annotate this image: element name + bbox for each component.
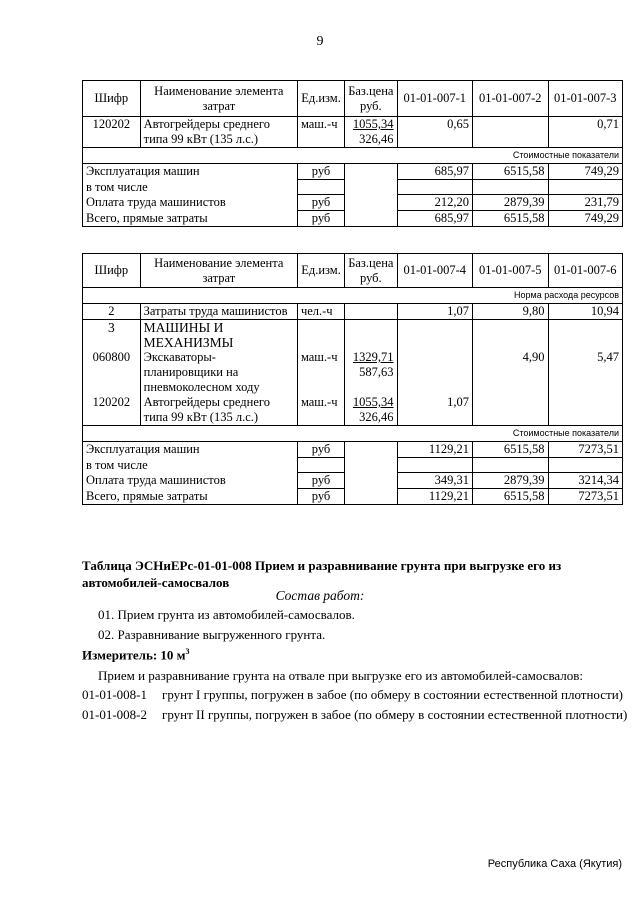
empty-cell xyxy=(345,304,397,320)
rate-value: 5,47 xyxy=(548,350,623,395)
rates-table-1 xyxy=(82,80,623,227)
rate-value: 2879,39 xyxy=(473,473,548,489)
rate-value: 6515,58 xyxy=(473,164,548,180)
rate-value xyxy=(473,395,548,426)
empty-cell xyxy=(345,195,397,211)
table-row xyxy=(83,350,623,395)
empty-cell xyxy=(345,180,397,195)
header-code: Шифр xyxy=(83,254,141,288)
empty-cell xyxy=(397,458,472,473)
rate-value: 0,65 xyxy=(397,117,472,148)
resource-name: Экскаваторы-планировщики на пневмоколесном ходу xyxy=(140,350,297,395)
row-label: в том числе xyxy=(83,180,298,195)
table-row xyxy=(83,211,623,227)
resource-name: Затраты труда машинистов xyxy=(140,304,297,320)
price-top: 1329,71 xyxy=(352,350,394,364)
section-header-row xyxy=(83,426,623,442)
empty-cell xyxy=(473,458,548,473)
empty-cell xyxy=(548,458,623,473)
resource-name: Автогрейдеры среднего типа 99 кВт (135 л.с.) xyxy=(140,117,297,148)
rate-value: 1129,21 xyxy=(397,489,472,505)
resource-name: Автогрейдеры среднего типа 99 кВт (135 л.с.) xyxy=(140,395,297,426)
rate-value: 685,97 xyxy=(397,211,472,227)
header-name: Наименование элемента затрат xyxy=(140,254,297,288)
table-row xyxy=(83,195,623,211)
header-code: Шифр xyxy=(83,81,141,117)
resource-unit: маш.-ч xyxy=(297,117,344,148)
empty-cell xyxy=(297,458,344,473)
section-label: Стоимостные показатели xyxy=(83,426,623,442)
section-header-row xyxy=(83,148,623,164)
rate-value: 6515,58 xyxy=(473,442,548,458)
resource-unit: чел.-ч xyxy=(297,304,344,320)
rate-value: 9,80 xyxy=(473,304,548,320)
resource-code: 060800 xyxy=(83,350,141,395)
empty-cell xyxy=(473,320,548,351)
rate-value: 4,90 xyxy=(473,350,548,395)
table-row xyxy=(83,473,623,489)
resource-unit: маш.-ч xyxy=(297,395,344,426)
rate-value: 6515,58 xyxy=(473,489,548,505)
rate-value: 0,71 xyxy=(548,117,623,148)
header-price: Баз.цена руб. xyxy=(345,254,397,288)
rate-value xyxy=(548,395,623,426)
header-unit: Ед.изм. xyxy=(297,254,344,288)
measure-text: Измеритель: 10 м xyxy=(82,647,186,663)
section-label: Стоимостные показатели xyxy=(83,148,623,164)
price-bottom: 326,46 xyxy=(359,410,394,424)
resource-unit: маш.-ч xyxy=(297,350,344,395)
rate-value: 231,79 xyxy=(548,195,623,211)
rate-value: 1,07 xyxy=(397,395,472,426)
row-label: Всего, прямые затраты xyxy=(83,211,298,227)
header-rate-3: 01-01-007-3 xyxy=(548,81,623,117)
header-rate-4: 01-01-007-4 xyxy=(397,254,472,288)
rate-text: грунт II группы, погружен в забое (по обмеру в состоянии естественной плотности) xyxy=(162,707,628,722)
table-row xyxy=(83,442,623,458)
table-row xyxy=(83,320,623,351)
measure-label xyxy=(82,647,190,663)
section-label: Норма расхода ресурсов xyxy=(83,288,623,304)
row-unit: руб xyxy=(297,489,344,505)
empty-cell xyxy=(297,180,344,195)
rate-value: 349,31 xyxy=(397,473,472,489)
resource-code: 120202 xyxy=(83,117,141,148)
empty-cell xyxy=(397,320,472,351)
price-top: 1055,34 xyxy=(352,395,394,409)
table-row xyxy=(83,489,623,505)
rates-table-2 xyxy=(82,253,623,505)
row-label: в том числе xyxy=(83,458,298,473)
rate-code: 01-01-008-1 xyxy=(82,687,147,702)
rate-value: 212,20 xyxy=(397,195,472,211)
group-code: 3 xyxy=(83,320,141,351)
empty-cell xyxy=(397,180,472,195)
empty-cell xyxy=(345,442,397,458)
row-unit: руб xyxy=(297,211,344,227)
rate-line xyxy=(82,687,623,703)
header-rate-2: 01-01-007-2 xyxy=(473,81,548,117)
rate-value: 7273,51 xyxy=(548,489,623,505)
rate-value: 749,29 xyxy=(548,211,623,227)
work-composition-title: Состав работ: xyxy=(275,588,365,603)
row-unit: руб xyxy=(297,164,344,180)
row-label: Оплата труда машинистов xyxy=(83,473,298,489)
rate-value: 2879,39 xyxy=(473,195,548,211)
empty-cell xyxy=(345,320,397,351)
empty-cell xyxy=(548,180,623,195)
row-unit: руб xyxy=(297,195,344,211)
empty-cell xyxy=(548,320,623,351)
table-row xyxy=(83,458,623,473)
row-unit: руб xyxy=(297,473,344,489)
header-unit: Ед.изм. xyxy=(297,81,344,117)
page-number: 9 xyxy=(316,34,324,49)
price-bottom: 326,46 xyxy=(359,132,394,146)
table-row xyxy=(83,395,623,426)
table-row xyxy=(83,304,623,320)
rate-value: 749,29 xyxy=(548,164,623,180)
rate-value: 1,07 xyxy=(397,304,472,320)
row-unit: руб xyxy=(297,442,344,458)
work-item: 02. Разравнивание выгруженного грунта. xyxy=(98,627,326,642)
rate-value xyxy=(397,350,472,395)
rate-text: грунт I группы, погружен в забое (по обмеру в состоянии естественной плотности) xyxy=(162,687,623,702)
rate-line xyxy=(82,707,627,723)
row-label: Эксплуатация машин xyxy=(83,442,298,458)
header-rate-6: 01-01-007-6 xyxy=(548,254,623,288)
empty-cell xyxy=(345,458,397,473)
resource-price xyxy=(345,117,397,148)
group-name: МАШИНЫ И МЕХАНИЗМЫ xyxy=(140,320,297,351)
table-header-row xyxy=(83,81,623,117)
rate-value: 3214,34 xyxy=(548,473,623,489)
price-top: 1055,34 xyxy=(352,117,394,131)
footer-region: Республика Саха (Якутия) xyxy=(487,858,622,870)
row-label: Эксплуатация машин xyxy=(83,164,298,180)
rate-code: 01-01-008-2 xyxy=(82,707,147,722)
header-rate-5: 01-01-007-5 xyxy=(473,254,548,288)
header-name: Наименование элемента затрат xyxy=(140,81,297,117)
table-header-row xyxy=(83,254,623,288)
price-bottom: 587,63 xyxy=(359,365,394,379)
empty-cell xyxy=(345,473,397,489)
resource-price xyxy=(345,350,397,395)
measure-superscript: 3 xyxy=(185,647,190,656)
resource-code: 2 xyxy=(83,304,141,320)
empty-cell xyxy=(473,180,548,195)
rate-value: 6515,58 xyxy=(473,211,548,227)
row-label: Оплата труда машинистов xyxy=(83,195,298,211)
rate-value xyxy=(473,117,548,148)
rate-value: 1129,21 xyxy=(397,442,472,458)
row-label: Всего, прямые затраты xyxy=(83,489,298,505)
table-row xyxy=(83,164,623,180)
rate-value: 7273,51 xyxy=(548,442,623,458)
header-rate-1: 01-01-007-1 xyxy=(397,81,472,117)
work-item: 01. Прием грунта из автомобилей-самосвалов. xyxy=(98,607,355,622)
table-row xyxy=(83,180,623,195)
empty-cell xyxy=(297,320,344,351)
empty-cell xyxy=(345,211,397,227)
empty-cell xyxy=(345,164,397,180)
table-title: Таблица ЭСНиЕРс-01-01-008 Прием и разравнивание грунта при выгрузке его из автомобилей-самосвалов xyxy=(82,558,562,590)
empty-cell xyxy=(345,489,397,505)
description: Прием и разравнивание грунта на отвале при выгрузке его из автомобилей-самосвалов: xyxy=(98,668,584,683)
resource-price xyxy=(345,395,397,426)
resource-code: 120202 xyxy=(83,395,141,426)
table-row xyxy=(83,117,623,148)
section-header-row xyxy=(83,288,623,304)
rate-value: 10,94 xyxy=(548,304,623,320)
header-price: Баз.цена руб. xyxy=(345,81,397,117)
rate-value: 685,97 xyxy=(397,164,472,180)
